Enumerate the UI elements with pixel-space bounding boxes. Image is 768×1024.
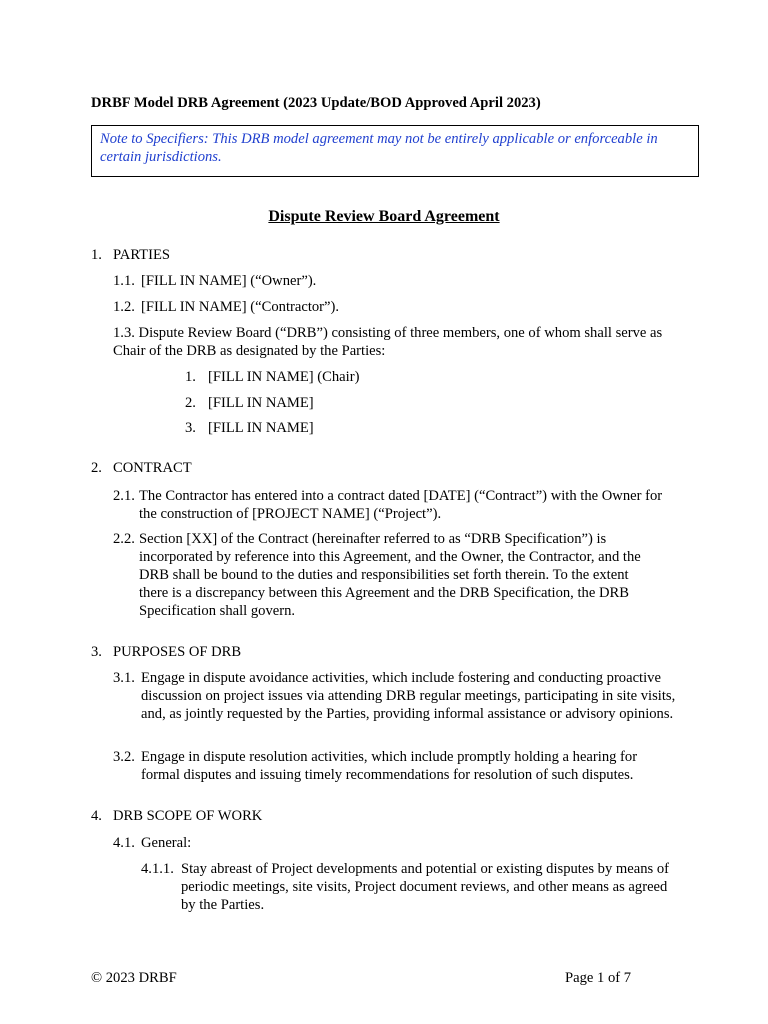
item-3-2-number: 3.2. — [113, 749, 135, 765]
member-2-number: 2. — [185, 395, 196, 411]
footer-page-number: Page 1 of 7 — [565, 970, 632, 986]
item-4-1-number: 4.1. — [113, 835, 135, 851]
item-4-1-text: General: — [141, 835, 192, 851]
item-2-1-text: The Contractor has entered into a contract dated [DATE] (“Contract”) with the Owner for the construction of [PROJECT NAME] (“Project”). — [139, 488, 663, 522]
member-1-text: [FILL IN NAME] (Chair) — [208, 369, 360, 385]
item-1-3-text: Dispute Review Board (“DRB”) consisting of three members, one of whom shall serve as Chair of the DRB as designated by the Parties: — [113, 325, 663, 359]
member-3-text: [FILL IN NAME] — [208, 420, 314, 436]
section-3-number: 3. — [91, 644, 102, 660]
section-3-title: PURPOSES OF DRB — [113, 644, 242, 660]
item-4-1-1-text: Stay abreast of Project developments and potential or existing disputes by means of periodic meetings, site visits, Project document reviews, and other means as agreed by the Parties. — [181, 861, 669, 913]
section-4-title: DRB SCOPE OF WORK — [113, 808, 263, 824]
footer-copyright: © 2023 DRBF — [91, 970, 177, 986]
item-3-1-text: Engage in dispute avoidance activities, which include fostering and conducting proactive discussion on project issues via attending DRB regular meetings, participating in site visits, and, as jointly requested by the Parties, providing informal assistance or advisory opinions. — [141, 670, 676, 722]
agreement-heading: Dispute Review Board Agreement — [268, 208, 500, 225]
item-4-1-1-number: 4.1.1. — [141, 861, 174, 877]
section-1-title: PARTIES — [113, 247, 170, 263]
item-1-3 — [113, 324, 693, 360]
item-1-1-text: [FILL IN NAME] (“Owner”). — [141, 273, 317, 289]
item-3-1-number: 3.1. — [113, 670, 135, 686]
specifier-note: Note to Specifiers: This DRB model agreement may not be entirely applicable or enforceable in certain jurisdictions. — [91, 125, 699, 177]
section-2-title: CONTRACT — [113, 460, 192, 476]
item-1-2-number: 1.2. — [113, 299, 135, 315]
section-2-number: 2. — [91, 460, 102, 476]
member-2-text: [FILL IN NAME] — [208, 395, 314, 411]
item-2-1-number: 2.1. — [113, 488, 135, 504]
item-2-2-number: 2.2. — [113, 531, 135, 547]
member-1-number: 1. — [185, 369, 196, 385]
member-3-number: 3. — [185, 420, 196, 436]
item-1-3-number: 1.3. — [113, 325, 135, 341]
item-1-2-text: [FILL IN NAME] (“Contractor”). — [141, 299, 340, 315]
document-title: DRBF Model DRB Agreement (2023 Update/BOD Approved April 2023) — [91, 95, 541, 111]
item-3-2-text: Engage in dispute resolution activities, which include promptly holding a hearing for formal disputes and issuing timely recommendations for resolution of such disputes. — [141, 749, 638, 783]
item-1-1-number: 1.1. — [113, 273, 135, 289]
section-4-number: 4. — [91, 808, 102, 824]
item-2-2-text: Section [XX] of the Contract (hereinafter referred to as “DRB Specification”) is incorporated by reference into this Agreement, and the Owner, the Contractor, and the DRB shall be bound to the duties and responsibilities set forth therein. To the extent there is a discrepancy between this Agreement and the DRB Specification, the DRB Specification shall govern. — [139, 531, 641, 619]
section-1-number: 1. — [91, 247, 102, 263]
